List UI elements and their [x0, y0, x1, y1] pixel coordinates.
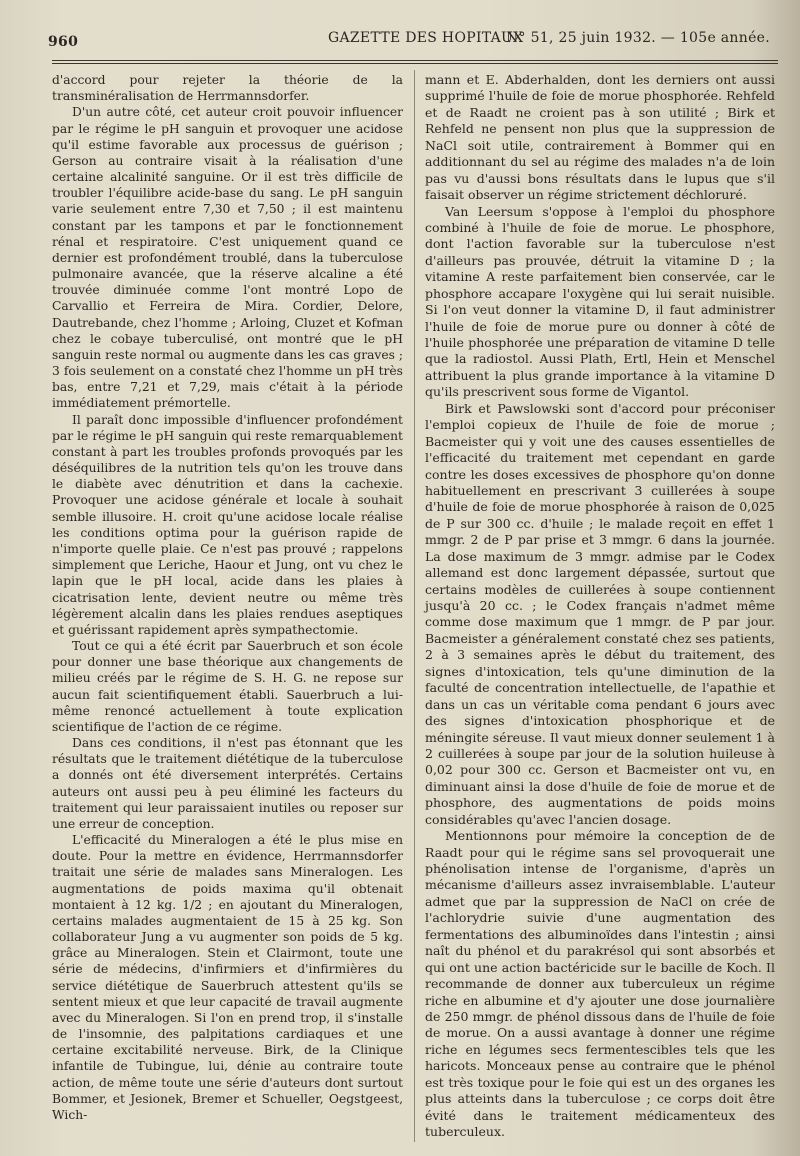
- paragraph: Birk et Pawslowski sont d'accord pour préconiser l'emploi copieux de l'huile de foie de morue ; Bacmeister qui y voit une des causes essentielles de l'efficacité du traitement met cependant en garde contre les doses excessives de phosphore qu'on donne habituellement en prescrivant 3 cuillerées à soupe d'huile de foie de morue phosphorée à raison de 0,025 de P sur 300 cc. d'huile ; le malade reçoit en effet 1 mmgr. 2 de P par prise et 3 mmgr. 6 dans la journée. La dose maximum de 3 mmgr. admise par le Codex allemand est donc largement dépassée, surtout que certains modèles de cuillerées à soupe contiennent jusqu'à 20 cc. ; le Codex français n'admet même comme dose maximum que 1 mmgr. de P par jour. Bacmeister a généralement constaté chez ses patients, 2 à 3 semaines après le début du traitement, des signes d'intoxication, tels qu'une diminution de la faculté de concentration intellectuelle, de l'apathie et dans un cas un véritable coma pendant 6 jours avec des signes d'intoxication phosphorique et de méningite séreuse. Il vaut mieux donner seulement 1 à 2 cuillerées à soupe par jour de la solution huileuse à 0,02 pour 300 cc. Gerson et Bacmeister ont vu, en diminuant ainsi la dose d'huile de foie de morue et de phosphore, des augmentations de poids moins considérables qu'avec l'ancien dosage.: [425, 400, 775, 827]
- paragraph: Mentionnons pour mémoire la conception de de Raadt pour qui le régime sans sel provoquerait une phénolisation intense de l'organisme, d'après un mécanisme d'ailleurs assez invraisemblable. L'auteur admet que par la suppression de NaCl on crée de l'achlorydrie suivie d'une augmentation des fermentations des albuminoïdes dans l'intestin ; ainsi naît du phénol et du parakrésol qui sont absorbés et qui ont une action bactéricide sur le bacille de Koch. Il recommande de donner aux tuberculeux un régime riche en albumine et d'y ajouter une dose journalière de 250 mmgr. de phénol dissous dans de l'huile de foie de morue. On a aussi avantage à donner une régime riche en légumes secs fermentescibles tels que les haricots. Monceaux pense au contraire que le phénol est très toxique pour le foie qui est un des organes les plus atteints dans la tuberculose ; ce corps doit être évité dans le traitement médicamenteux des tuberculeux.: [425, 828, 775, 1139]
- journal-title: GAZETTE DES HOPITAUX: [328, 30, 524, 46]
- paragraph: Van Leersum s'oppose à l'emploi du phosphore combiné à l'huile de foie de morue. Le phosphore, dont l'action favorable sur la tuberculose n'est d'ailleurs pas prouvée, détruit la vitamine D ; la vitamine A reste parfaitement bien conservée, car le phosphore accapare l'oxygène qui lui serait nuisible. Si l'on veut donner la vitamine D, il faut administrer l'huile de foie de morue pure ou donner à côté de l'huile phosphorée une préparation de vitamine D telle que la radiostol. Aussi Plath, Ertl, Hein et Menschel attribuent la plus grande importance à la vitamine D qu'ils prescrivent sous forme de Vigantol.: [425, 203, 775, 400]
- paragraph: Dans ces conditions, il n'est pas étonnant que les résultats que le traitement diététique de la tuberculose a donnés ont été diversement interprétés. Certains auteurs ont aussi peu à peu éliminé les facteurs du traitement qui leur paraissaient inutiles ou reposer sur une erreur de conception.: [52, 736, 403, 831]
- page-header: [42, 26, 778, 54]
- paragraph: D'un autre côté, cet auteur croit pouvoir influencer par le régime le pH sanguin et provoquer une acidose qu'il estime favorable aux processus de guérison ; Gerson au contraire visait à la réalisation d'une certaine alcalinité sanguine. Or il est très difficile de troubler l'équilibre acide-base du sang. Le pH sanguin varie seulement entre 7,30 et 7,50 ; il est maintenu constant par les tampons et par le fonctionnement rénal et respiratoire. C'est uniquement quand ce dernier est profondément troublé, dans la tuberculose pulmonaire avancée, que la réserve alcaline a été trouvée diminuée comme l'ont montré Lopo de Carvallio et Ferreira de Mira. Cordier, Delore, Dautrebande, chez l'homme ; Arloing, Cluzet et Kofman chez le cobaye tuberculisé, ont montré que le pH sanguin reste normal ou augmente dans les cas graves ; 3 fois seulement on a constaté chez l'homme un pH très bas, entre 7,21 et 7,29, mais c'était à la période immédiatement prémortelle.: [52, 105, 403, 411]
- issue-info: N° 51, 25 juin 1932. — 105e année.: [505, 30, 770, 46]
- paragraph: L'efficacité du Mineralogen a été le plus mise en doute. Pour la mettre en évidence, Herrmannsdorfer traitait une série de malades sans Mineralogen. Les augmentations de poids maxima qu'il obtenait montaient à 12 kg. 1/2 ; en ajoutant du Mineralogen, certains malades augmentaient de 15 à 25 kg. Son collaborateur Jung a vu augmenter son poids de 5 kg. grâce au Mineralogen. Stein et Clairmont, toute une série de médecins, d'infirmiers et d'infirmières du service diététique de Sauerbruch attestent qu'ils se sentent mieux et que leur capacité de travail augmente avec du Mineralogen. Si l'on en prend trop, il s'installe de l'insomnie, des palpitations cardiaques et une certaine excitabilité nerveuse. Birk, de la Clinique infantile de Tubingue, lui, dénie au contraire toute action, de même toute une série d'auteurs dont surtout Bommer, et Jesionek, Bremer et Schueller, Oegstgeest, Wich-: [52, 833, 403, 1122]
- paragraph: Il paraît donc impossible d'influencer profondément par le régime le pH sanguin qui reste remarquablement constant à part les troubles profonds provoqués par les déséquilibres de la nutrition tels qu'on les trouve dans le diabète avec dénutrition et dans la cachexie. Provoquer une acidose générale et locale à souhait semble illusoire. H. croit qu'une acidose locale réalise les conditions optima pour la guérison rapide de n'importe quelle plaie. Ce n'est pas prouvé ; rappelons simplement que Leriche, Haour et Jung, ont vu chez le lapin que le pH local, acide dans les plaies à cicatrisation lente, devient neutre ou même très légèrement alcalin dans les plaies rendues aseptiques et guérissant rapidement après sympathectomie.: [52, 412, 403, 637]
- header-rule: [52, 60, 778, 61]
- left-column: [52, 72, 403, 1123]
- paragraph: mann et E. Abderhalden, dont les derniers ont aussi supprimé l'huile de foie de morue phosphorée. Rehfeld et de Raadt ne croient pas à son utilité ; Birk et Rehfeld ne pensent non plus que la suppression de NaCl soit utile, contrairement à Bommer qui en additionnant du sel au régime des malades n'a de loin pas vu d'aussi bons résultats dans le lupus que s'il faisait observer un régime strictement déchloruré.: [425, 72, 775, 203]
- header-rule-double: [52, 63, 778, 64]
- page-number: 960: [48, 34, 79, 50]
- right-column: [425, 72, 775, 1140]
- column-separator: [414, 70, 415, 1142]
- paragraph: d'accord pour rejeter la théorie de la transminéralisation de Herrmannsdorfer.: [52, 73, 403, 104]
- paragraph: Tout ce qui a été écrit par Sauerbruch et son école pour donner une base théorique aux changements de milieu créés par le régime de S. H. G. ne repose sur aucun fait scientifiquement établi. Sauerbruch a lui-même renoncé actuellement à toute explication scientifique de l'action de ce régime.: [52, 639, 403, 734]
